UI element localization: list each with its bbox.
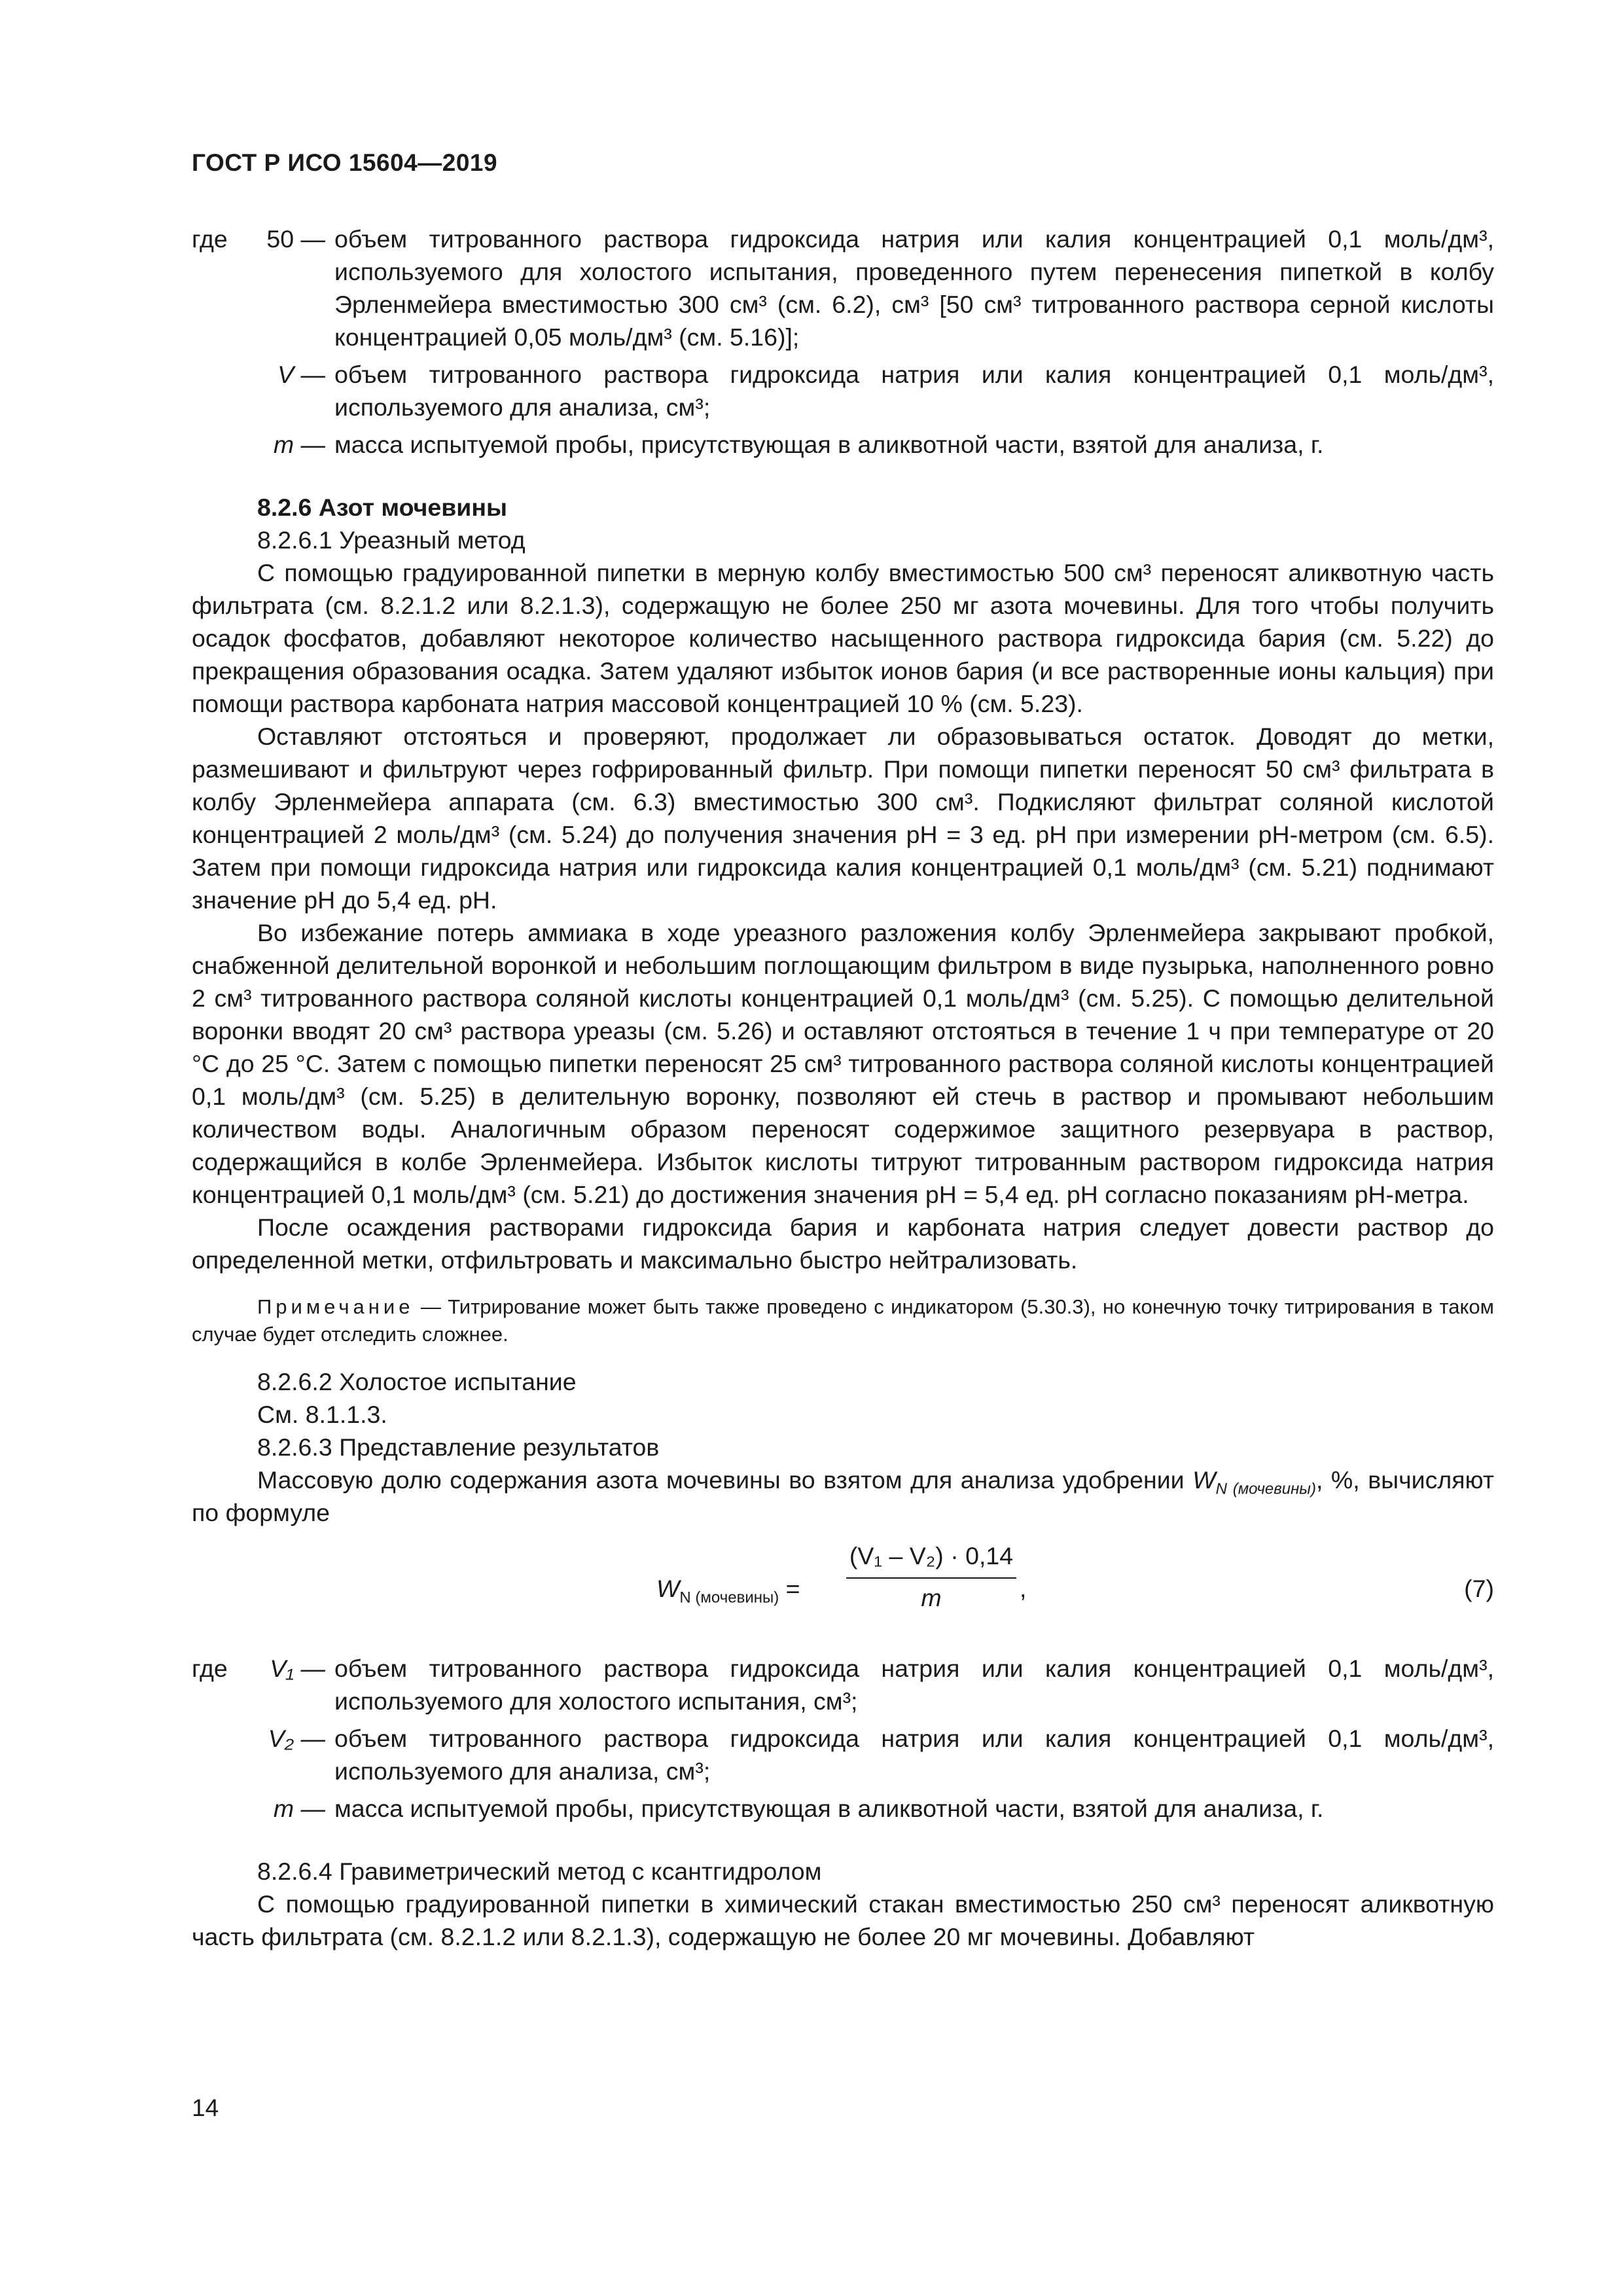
subsection-heading: 8.2.6.4 Гравиметрический метод с ксантгидролом — [257, 1857, 822, 1885]
paragraph: С помощью градуированной пипетки в мерную колбу вместимостью 500 см³ переносят аликвотную часть фильтрата (см. 8.2.1.2 или 8.2.1.3), содержащую не более 250 мг азота мочевины. Для того чтобы получить осадок фосфатов, добавляют некоторое количество насыщенного раствора гидроксида бария (см. 5.22) до прекращения образования осадка. Затем удаляют избыток ионов бария (и все растворенные ионы кальция) при помощи раствора карбоната натрия массовой концентрацией 10 % (см. 5.23). — [192, 559, 1494, 717]
where-lead: где — [192, 1655, 228, 1682]
where-symbol: V₂ — — [268, 1725, 325, 1752]
where-symbol: V₁ — — [270, 1655, 325, 1682]
where-symbol: V — — [277, 361, 325, 388]
formula-comma: , — [1020, 1575, 1027, 1602]
where-symbol: m — — [273, 431, 325, 458]
where-item — [192, 1722, 1494, 1787]
paragraph: См. 8.1.1.3. — [257, 1401, 387, 1428]
paragraph: С помощью градуированной пипетки в химический стакан вместимостью 250 см³ переносят аликвотную часть фильтрата (см. 8.2.1.2 или 8.2.1.3), содержащую не более 20 мг мочевины. Добавляют — [192, 1890, 1494, 1950]
page-content — [192, 223, 1494, 1953]
formula-7 — [192, 1539, 1494, 1638]
where-definition: масса испытуемой пробы, присутствующая в аликвотной части, взятой для анализа, г. — [334, 1795, 1324, 1822]
subsection-heading: 8.2.6.3 Представление результатов — [257, 1433, 660, 1461]
subscript-text: N (мочевины) — [1215, 1480, 1316, 1498]
paragraph: После осаждения растворами гидроксида бария и карбоната натрия следует довести раствор до определенной метки, отфильтровать и максимально быстро нейтрализовать. — [192, 1213, 1494, 1274]
where-lead — [192, 428, 252, 461]
paragraph-text: Массовую долю содержания азота мочевины во взятом для анализа удобрении — [257, 1466, 1185, 1494]
paragraph-text: , %, вычисляют по формуле — [192, 1466, 1495, 1526]
where-symbol: m — — [273, 1795, 325, 1822]
where-item — [192, 1792, 1494, 1825]
where-item — [192, 223, 1494, 353]
page-header: ГОСТ Р ИСО 15604—2019 — [192, 149, 498, 176]
note — [192, 1293, 1494, 1348]
formula-variable: W — [656, 1575, 680, 1602]
formula-subscript-text: N (мочевины) — [679, 1588, 779, 1607]
subsection-heading: 8.2.6.2 Холостое испытание — [257, 1368, 577, 1395]
page-number: 14 — [192, 2094, 219, 2121]
fraction-bar — [846, 1577, 1016, 1579]
formula-fraction — [846, 1539, 1016, 1614]
where-definition: объем титрованного раствора гидроксида натрия или калия концентрацией 0,1 моль/дм³, используемого для анализа, см³; — [334, 361, 1494, 421]
where-definition: объем титрованного раствора гидроксида натрия или калия концентрацией 0,1 моль/дм³, используемого для анализа, см³; — [334, 1725, 1494, 1785]
where-lead — [192, 1722, 252, 1787]
formula-numerator: (V₁ – V₂) · 0,14 — [849, 1542, 1014, 1570]
where-lead: где — [192, 225, 228, 253]
subsection-heading: 8.2.6.1 Уреазный метод — [257, 526, 526, 554]
where-item — [192, 428, 1494, 461]
formula-lhs — [656, 1572, 800, 1605]
where-item — [192, 358, 1494, 423]
section-heading: 8.2.6 Азот мочевины — [257, 493, 507, 521]
paragraph: Оставляют отстояться и проверяют, продолжает ли образовываться остаток. Доводят до метки, размешивают и фильтруют через гофрированный фильтр. При помощи пипетки переносят 50 см³ фильтрата в колбу Эрленмейера аппарата (см. 6.3) вместимостью 300 см³. Подкисляют фильтрат соляной кислотой концентрацией 2 моль/дм³ (см. 5.24) до получения значения pH = 3 ед. pH при измерении pH-метром (см. 6.5). Затем при помощи гидроксида натрия или гидроксида калия концентрацией 0,1 моль/дм³ (см. 5.21) поднимают значение pH до 5,4 ед. pH. — [192, 723, 1494, 914]
where-lead — [192, 358, 252, 423]
paragraph — [192, 1463, 1494, 1529]
formula-subscript — [679, 1589, 779, 1607]
where-definition: объем титрованного раствора гидроксида натрия или калия концентрацией 0,1 моль/дм³, используемого для холостого испытания, проведенного путем перенесения пипеткой в колбу Эрленмейера вместимостью 300 см³ (см. 6.2), см³ [50 см³ титрованного раствора серной кислоты концентрацией 0,05 моль/дм³ (см. 5.16)]; — [334, 225, 1494, 351]
paragraph: Во избежание потерь аммиака в ходе уреазного разложения колбу Эрленмейера закрывают пробкой, снабженной делительной воронкой и небольшим поглощающим фильтром в виде пузырька, наполненного ровно 2 см³ титрованного раствора соляной кислоты концентрацией 0,1 моль/дм³ (см. 5.25). С помощью делительной воронки вводят 20 см³ раствора уреазы (см. 5.26) и оставляют отстояться в течение 1 ч при температуре от 20 °C до 25 °C. Затем с помощью пипетки переносят 25 см³ титрованного раствора соляной кислоты концентрацией 0,1 моль/дм³ (см. 5.25) в делительную воронку, позволяют ей стечь в раствор и промывают небольшим количеством воды. Аналогичным образом переносят содержимое защитного резервуара в раствор, содержащийся в колбе Эрленмейера. Избыток кислоты титруют титрованным раствором гидроксида натрия концентрацией 0,1 моль/дм³ (см. 5.21) до достижения значения pH = 5,4 ед. pH согласно показаниям pH-метра. — [192, 919, 1494, 1208]
where-symbol: 50 — — [266, 225, 325, 253]
where-lead — [192, 1792, 252, 1825]
formula-equals: = — [785, 1575, 800, 1602]
where-definition: масса испытуемой пробы, присутствующая в аликвотной части, взятой для анализа, г. — [334, 431, 1324, 458]
note-text: — Титрирование может быть также проведено с индикатором (5.30.3), но конечную точку титрирования в таком случае будет отследить сложнее. — [192, 1295, 1494, 1346]
symbol-w: W — [1192, 1466, 1216, 1494]
symbol-w-subscript — [1216, 1480, 1316, 1498]
formula-denominator: m — [921, 1584, 942, 1611]
where-item — [192, 1652, 1494, 1717]
where-definition: объем титрованного раствора гидроксида натрия или калия концентрацией 0,1 моль/дм³, используемого для холостого испытания, см³; — [334, 1655, 1494, 1715]
note-label: Примечание — [257, 1295, 414, 1318]
formula-number: (7) — [1464, 1575, 1494, 1602]
